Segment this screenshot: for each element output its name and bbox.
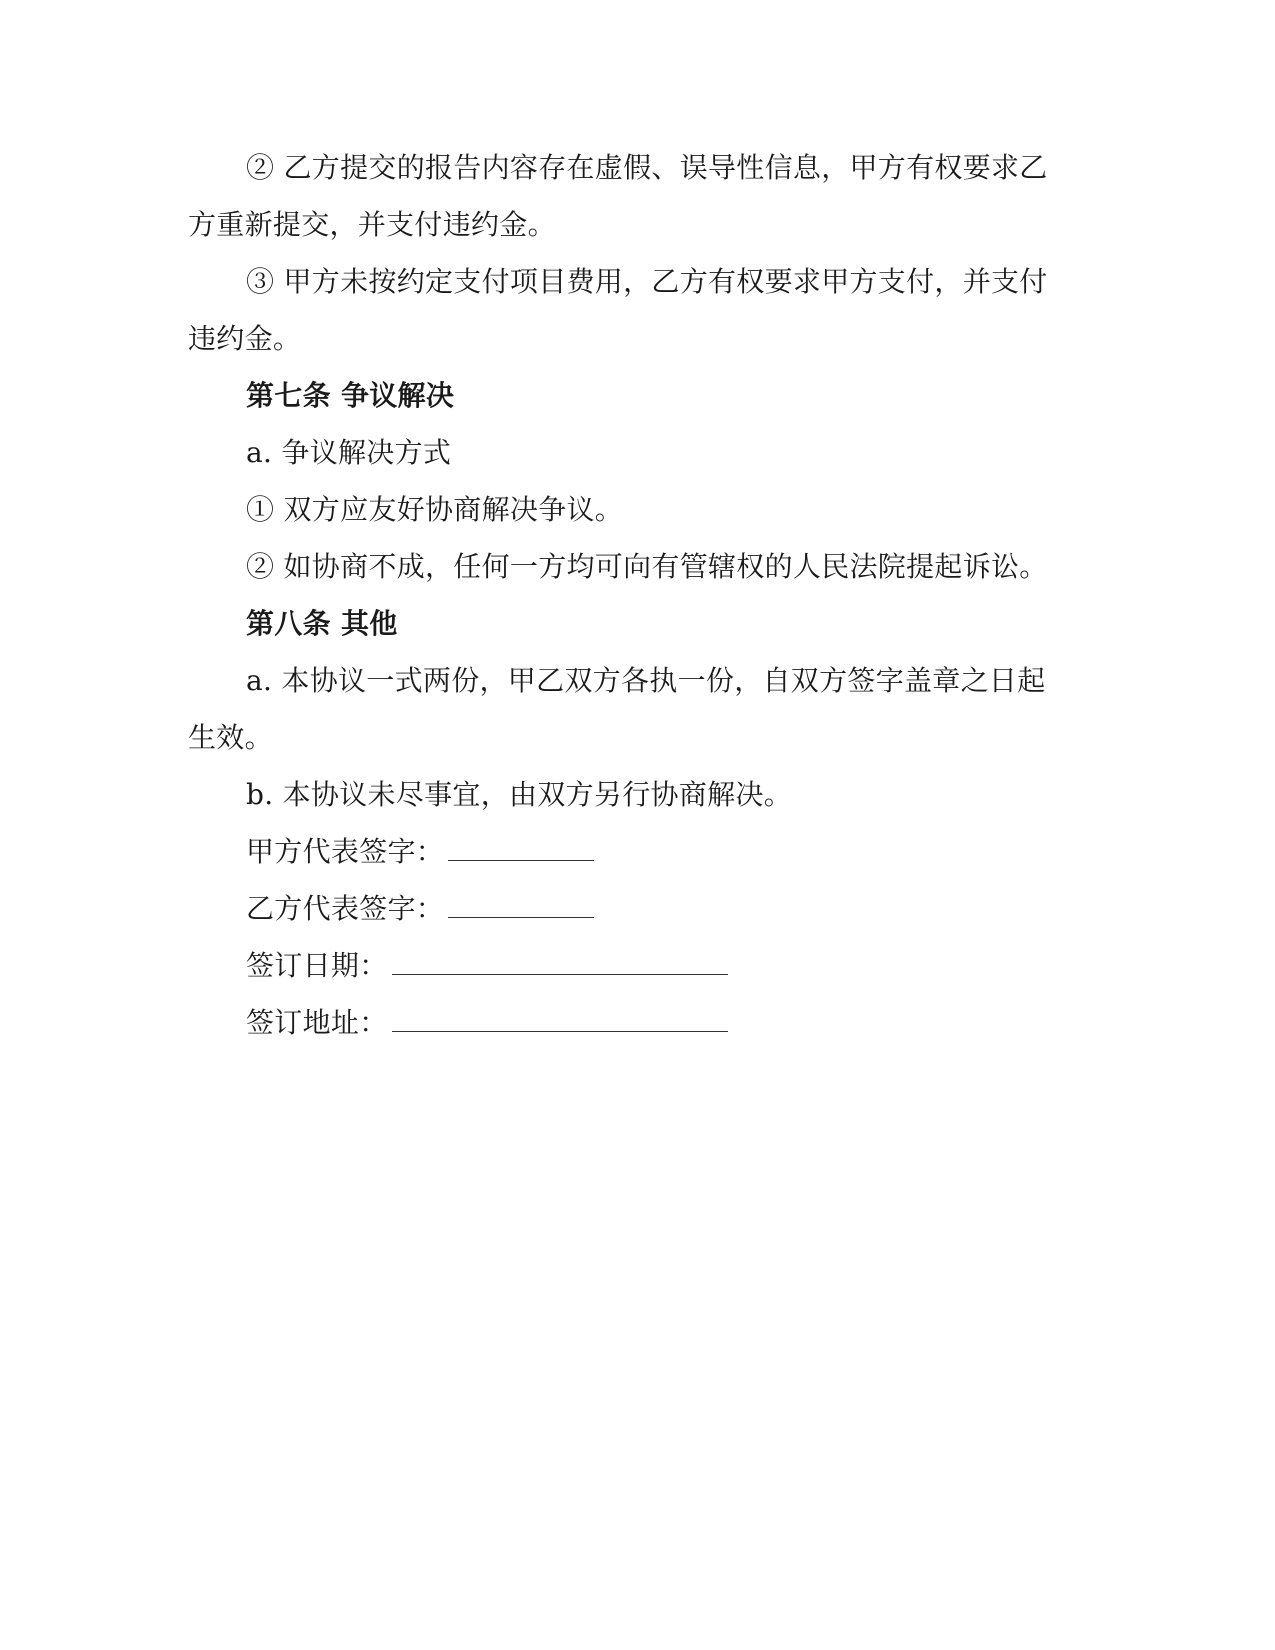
signing-date-label: 签订日期： <box>246 949 388 982</box>
article-8-clause-a-continued: 生效。 <box>188 721 273 754</box>
signature-party-b-blank[interactable] <box>448 893 594 918</box>
signing-address <box>188 994 1073 1051</box>
signature-party-b <box>188 880 1073 937</box>
article-8-heading: 第八条 其他 <box>246 607 398 640</box>
signing-date <box>188 937 1073 994</box>
paragraph-line: 违约金。 <box>188 322 302 355</box>
signing-address-label: 签订地址： <box>246 1006 388 1039</box>
signature-party-a-blank[interactable] <box>448 836 594 861</box>
article-8-clause-a: a. 本协议一式两份，甲乙双方各执一份，自双方签字盖章之日起 <box>246 664 1046 697</box>
article-7-item-2: ② 如协商不成，任何一方均可向有管辖权的人民法院提起诉讼。 <box>246 550 1048 583</box>
signing-address-blank[interactable] <box>392 1007 728 1032</box>
document-body <box>188 139 1073 1051</box>
paragraph-line: ② 乙方提交的报告内容存在虚假、误导性信息，甲方有权要求乙 <box>246 151 1048 184</box>
signature-party-a <box>188 823 1073 880</box>
article-7-heading: 第七条 争议解决 <box>246 379 455 412</box>
paragraph-line: 方重新提交，并支付违约金。 <box>188 208 556 241</box>
signature-party-b-label: 乙方代表签字： <box>246 892 445 925</box>
article-7-item-1: ① 双方应友好协商解决争议。 <box>246 493 624 526</box>
article-8-clause-b: b. 本协议未尽事宜，由双方另行协商解决。 <box>246 778 793 811</box>
signature-party-a-label: 甲方代表签字： <box>246 835 445 868</box>
paragraph-line: ③ 甲方未按约定支付项目费用，乙方有权要求甲方支付，并支付 <box>246 265 1048 298</box>
article-7-subsection-a: a. 争议解决方式 <box>246 436 452 469</box>
signing-date-blank[interactable] <box>392 950 728 975</box>
